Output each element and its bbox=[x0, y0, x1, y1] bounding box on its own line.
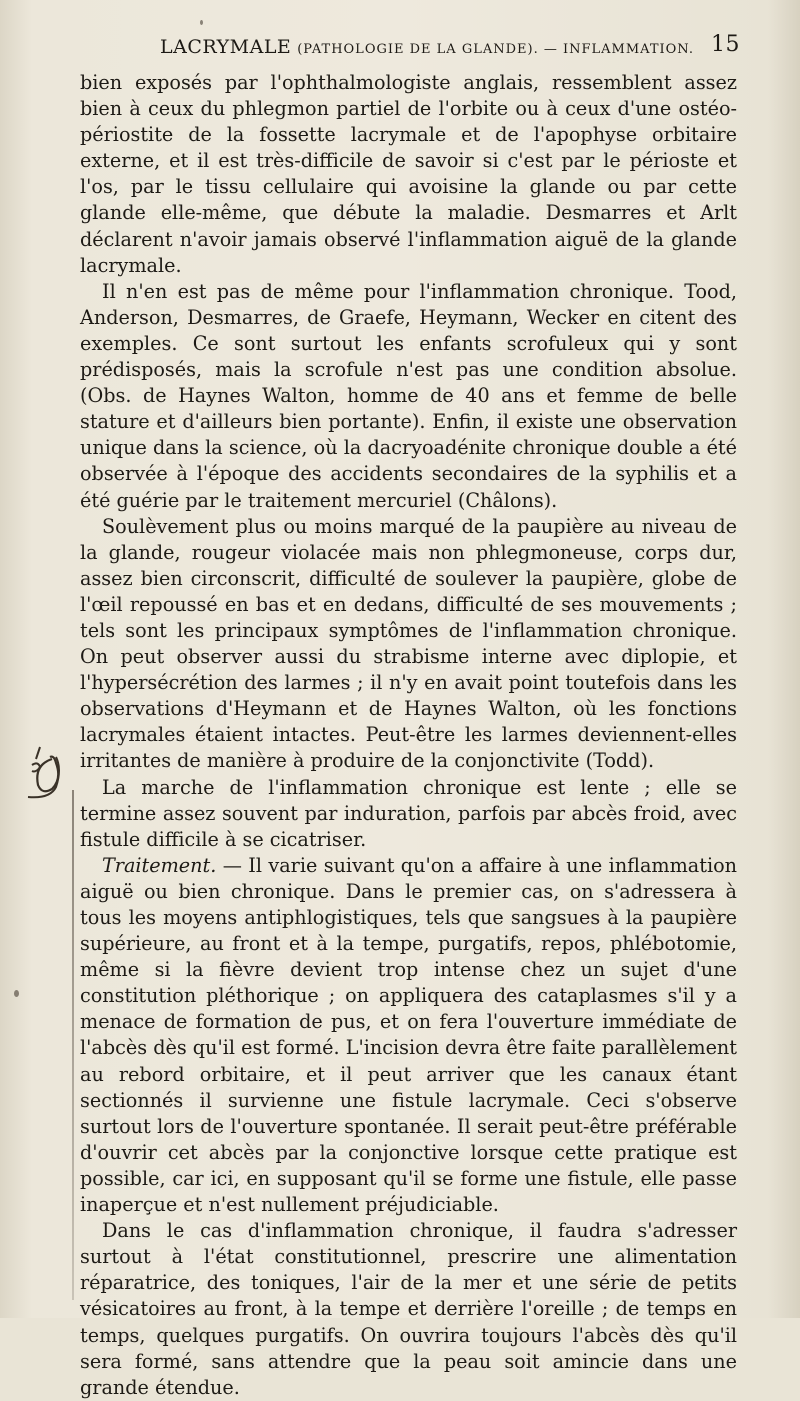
paragraph-chronic-inflammation: Il n'en est pas de même pour l'inflammation chronique. Tood, Anderson, Desmarres, de Graefe, Heymann, Wecker en citent des exemples. Ce sont surtout les enfants scrofuleux qui y sont prédisposés, mais la scrofule n'est pas une condition absolue. (Obs. de Haynes Walton, homme de 40 ans et femme de belle stature et d'ailleurs bien portante). Enfin, il existe une observation unique dans la science, où la dacryoadénite chronique double a été observée à l'époque des accidents secondaires de la syphilis et a été guérie par le traitement mercuriel (Châlons). bbox=[80, 279, 737, 512]
ink-speck bbox=[200, 20, 203, 25]
ink-speck bbox=[14, 990, 19, 997]
paragraph-final: Dans le cas d'inflammation chronique, il faudra s'adresser surtout à l'état constitutionnel, prescrire une alimentation réparatrice, des toniques, l'air de la mer et une série de petits vésicatoires au front, à la tempe et derrière l'oreille ; de temps en temps, quelques purgatifs. On ouvrira toujours l'abcès dès qu'il sera formé, sans attendre que la peau soit amincie dans une grande étendue. bbox=[80, 1219, 737, 1399]
paragraph-symptoms: Soulèvement plus ou moins marqué de la paupière au niveau de la glande, rougeur violacée mais non phlegmoneuse, corps dur, assez bien circonscrit, difficulté de soulever la paupière, globe de l'œil repoussé en bas et en dedans, difficulté de ses mouvements ; tels sont les principaux symptômes de l'inflammation chronique. On peut observer aussi du strabisme interne avec diplopie, et l'hypersécrétion des larmes ; il n'y en avait point toutefois dans les observations d'Heymann et de Haynes Walton, où les fonctions lacrymales étaient intactes. Peut-être les larmes deviennent-elles irritantes de manière à produire de la conjonctivite (Todd). bbox=[80, 514, 737, 773]
paragraph-continued: bien exposés par l'ophthalmologiste anglais, ressemblent assez bien à ceux du phlegmon partiel de l'orbite ou à ceux d'une ostéo-périostite de la fossette lacrymale et de l'apophyse orbitaire externe, et il est très-difficile de savoir si c'est par le périoste et l'os, par le tissu cellulaire qui avoisine la glande ou par cette glande elle-même, que débute la maladie. Desmarres et Arlt déclarent n'avoir jamais observé l'inflammation aiguë de la glande lacrymale. bbox=[80, 71, 737, 277]
margin-ink-line bbox=[72, 790, 74, 1300]
treatment-text: — Il varie suivant qu'on a affaire à une inflammation aiguë ou bien chronique. Dans le premier cas, on s'adressera à tous les moyens antiphlogistiques, tels que sangsues à la paupière supérieure, au front et à la tempe, purgatifs, repos, phlébotomie, même si la fièvre devient trop intense chez un sujet d'une constitution pléthorique ; on appliquera des cataplasmes s'il y a menace de formation de pus, et on fera l'ouverture immédiate de l'abcès dès qu'il est formé. L'incision devra être faite parallèlement au rebord orbitaire, et il peut arriver que les canaux étant sectionnés il survienne une fistule lacrymale. Ceci s'observe surtout lors de l'ouverture spontanée. Il serait peut-être préférable d'ouvrir cet abcès par la conjonctive lorsque cette pratique est possible, car ici, en supposant qu'il se forme une fistule, elle passe inaperçue et n'est nullement préjudiciable. bbox=[80, 853, 737, 1217]
running-title bbox=[160, 36, 694, 58]
running-title-sub: (PATHOLOGIE DE LA GLANDE). — INFLAMMATION. bbox=[297, 42, 694, 57]
paragraph-treatment bbox=[80, 853, 737, 1218]
running-title-main: LACRYMALE bbox=[160, 36, 292, 58]
handwritten-margin-mark bbox=[22, 745, 68, 805]
running-head bbox=[80, 32, 740, 62]
body-text bbox=[80, 70, 737, 1401]
treatment-label: Traitement. bbox=[102, 853, 217, 877]
page-number: 15 bbox=[711, 32, 740, 57]
paragraph-course: La marche de l'inflammation chronique est lente ; elle se termine assez souvent par induration, parfois par abcès froid, avec fistule difficile à se cicatriser. bbox=[80, 775, 737, 851]
